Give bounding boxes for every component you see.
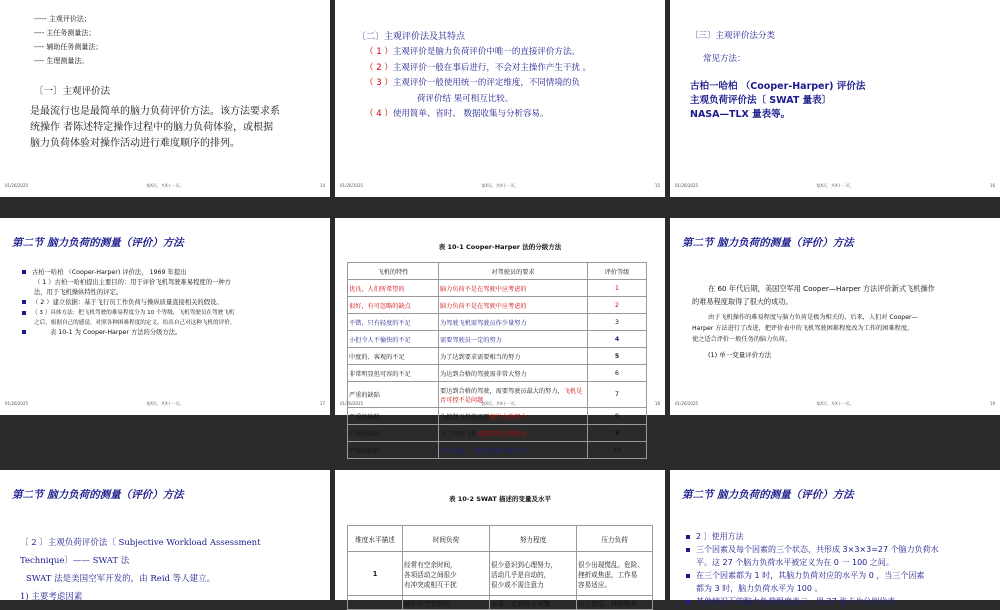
- table-row: 优良，人们所希望的 脑力负荷不是在驾驶中应考虑的 1: [348, 280, 647, 297]
- table-row: 严重的缺陷 为控制飞机就需要相当大的努力 8: [348, 408, 647, 425]
- body-line: Technique〕—— SWAT 法: [20, 556, 130, 566]
- footer-date: 01/26/2025: [340, 401, 364, 406]
- column-header: 维度水平描述: [348, 526, 403, 552]
- paragraph-line: 的难易程度取得了很大的成功。: [692, 297, 793, 306]
- feature-item: 荷评价结 果可相互比较。: [417, 93, 514, 104]
- slide-title: 第二节 脑力负荷的测量（评价）方法: [12, 237, 184, 249]
- slide-number: 15: [654, 183, 660, 188]
- feature-item: （ 3 ）主观评价一般使用统一的评定维度，不同情境的负: [365, 78, 580, 88]
- column-header: 时间负荷: [403, 526, 490, 552]
- sub-item: （ 1 ）古柏一哈柏提出主要目的：用于评价飞机驾驶难易程度的一种方: [34, 279, 231, 286]
- category-item: 古柏一哈柏 （Cooper-Harper) 评价法: [690, 81, 866, 92]
- bullet: 古柏一哈柏 （Cooper-Harper) 评价法， 1969 年提出: [22, 268, 322, 278]
- slide-21[interactable]: [335, 470, 665, 608]
- swat-table: [347, 525, 653, 610]
- section-heading: 〔三〕主观评价法分类: [690, 31, 776, 41]
- method-item: ----- 主观评价法；: [34, 15, 91, 23]
- sub-item: 都为 3 时，脑力负荷水平为 100 。: [696, 584, 823, 593]
- category-item: 主观负荷评价法〔 SWAT 量表〕: [690, 95, 832, 106]
- bullet: （ 2 ）建立依据：基于飞行员工作负荷与操纵质量直接相关的假设。: [22, 298, 322, 308]
- column-header: 评价等级: [588, 263, 647, 280]
- feature-item: （ 2 ）主观评价一般在事后进行，不会对主操作产生干扰 。: [365, 62, 592, 73]
- category-item: NASA—TLX 量表等。: [690, 109, 791, 120]
- paragraph-line: 使之适合评价一般任务的脑力负荷。: [692, 336, 791, 343]
- bullet-icon: [686, 574, 690, 578]
- slide-18[interactable]: [335, 218, 665, 455]
- table-row: 严重的缺陷 如不改进，飞机驾驶时可能失控 10: [348, 442, 647, 459]
- table-row: 很好，有可忽略的缺点 脑力负荷不是在驾驶中应考虑的 2: [348, 297, 647, 314]
- table-row: 非常明显但可容的不足 为达到合格的驾驶需非常大努力 6: [348, 365, 647, 382]
- sub-item: 法，用于飞机操纵特性的评定。: [34, 289, 123, 296]
- paragraph-line: 是最流行也是最简单的脑力负荷评价方法。该方法要求系: [30, 106, 280, 117]
- footer-date: 01/26/2025: [675, 183, 699, 188]
- slide-19[interactable]: [670, 218, 1000, 415]
- method-item: ---- 主任务测量法；: [34, 29, 96, 37]
- table-row: 小但令人不愉快的不足 需要驾驶员一定的努力 4: [348, 331, 647, 348]
- footer-date: 01/26/2025: [340, 183, 364, 188]
- footer-page-text: 第X页，共X十一页。: [816, 401, 854, 406]
- slide-title: 第二节 脑力负荷的测量（评价）方法: [682, 489, 854, 501]
- table-row: 不错，只有轻度的不足 为驾驶飞机需驾驶员作少量努力 3: [348, 314, 647, 331]
- feature-item: （ 1 ）主观评价是脑力负荷评价中唯一的直接评价方法。: [365, 47, 580, 57]
- slide-14[interactable]: [0, 0, 330, 197]
- slide-number: 17: [319, 401, 325, 406]
- body-line: 1) 主要考虑因素: [20, 592, 83, 602]
- feature-list: [365, 45, 591, 123]
- column-header: 努力程度: [490, 526, 577, 552]
- body-line: 〔 2 〕主观负荷评价法〔 Subjective Workload Assessment: [20, 538, 261, 548]
- table-caption: 表 10-2 SWAT 描述的变量及水平: [448, 495, 552, 503]
- bullet-icon: [22, 330, 26, 334]
- bullet: 在三个因素都为 1 时，其脑力负荷对应的水平为 0 ，当三个因素: [686, 569, 939, 582]
- method-item: ---- 辅助任务测量法；: [34, 43, 103, 51]
- slide-footer: [340, 183, 660, 191]
- sub-item: 平。这 27 个脑力负荷水平被定义为在 0 一 100 之间。: [696, 558, 894, 567]
- section-heading: 〔二〕主观评价法及其特点: [357, 32, 466, 42]
- footer-page-text: 第X页，共X十一页。: [146, 401, 184, 406]
- slide-number: 18: [654, 401, 660, 406]
- feature-item: （ 4 ）使用简单、省时、 数据收集与分析容易。: [365, 109, 549, 119]
- column-header: 对驾驶员的要求: [439, 263, 588, 280]
- slide-number: 19: [989, 401, 995, 406]
- table-row: 严重的缺陷 为了控制飞机需要非常大的努力 9: [348, 425, 647, 442]
- slide-body: [692, 282, 935, 362]
- bullet: 2 〕使用方法: [686, 530, 939, 543]
- footer-date: 01/26/2025: [675, 401, 699, 406]
- slide-body: [686, 530, 939, 608]
- body-line: SWAT 法是美国空军开发的，由 Reid 等人建立。: [26, 574, 216, 584]
- paragraph-line: 在 60 年代后期，美国空军用 Cooper—Harper 方法评价新式飞机操作: [708, 284, 935, 293]
- slide-body: [20, 534, 260, 606]
- bullet: 表 10-1 为 Cooper-Harper 方法的分级方法。: [22, 328, 322, 338]
- paragraph-line: 由于飞机操作的难易程度与脑力负荷是极为相关的，后来，人们对 Cooper—: [708, 314, 918, 321]
- table-row: 严重的缺陷 要达到合格的驾驶，需要驾驶员最大的努力，飞机是否可控不是问题 7: [348, 382, 647, 408]
- section-heading: 〔一〕主观评价法: [34, 86, 111, 97]
- method-list: [34, 12, 102, 68]
- bullet-icon: [686, 600, 690, 604]
- bullet-icon: [686, 548, 690, 552]
- method-categories: [690, 80, 865, 122]
- cooper-harper-table: [347, 262, 647, 459]
- footer-page-text: 第X页，共X十一页。: [146, 183, 184, 188]
- paragraph-line: 脑力负荷体验对操作活动进行难度顺序的排列。: [30, 138, 240, 149]
- slide-title: 第二节 脑力负荷的测量（评价）方法: [12, 489, 184, 501]
- slide-title: 第二节 脑力负荷的测量（评价）方法: [682, 237, 854, 249]
- slide-15[interactable]: [335, 0, 665, 197]
- column-header: 压力负荷: [577, 526, 653, 552]
- slide-number: 16: [989, 183, 995, 188]
- slide-footer: [340, 401, 660, 409]
- slide-footer: [675, 401, 995, 409]
- footer-date: 01/26/2025: [5, 183, 29, 188]
- footer-page-text: 第X页，共X十一页。: [481, 183, 519, 188]
- bullet: 三个因素及每个因素的三个状态，共形成 3×3×3=27 个脑力负荷水: [686, 543, 939, 556]
- slide-17[interactable]: [0, 218, 330, 415]
- paragraph-line: (1) 单一变量评价方法: [708, 351, 772, 359]
- subheading: 常见方法：: [703, 54, 746, 64]
- table-row: 1 经常有空余时间， 各项活动之间很少 有冲突或相互干扰 很少意识到心理努力， 活动几乎是自动的， 很少或不需注意力 很少出现慌乱、危险、 挫折或焦虑，工作易 容易适应。: [348, 552, 653, 596]
- bullet: 其他情况下的脑力负荷程度表示，用 27 张卡片分别代表: [686, 595, 939, 608]
- footer-page-text: 第X页，共X十一页。: [481, 401, 519, 406]
- table-row: 偶尔有空余时间， 需要一定的努力或集 由于慌乱、挫折和焦: [348, 596, 653, 610]
- bullet-icon: [22, 300, 26, 304]
- slide-number: 14: [319, 183, 325, 188]
- sub-item: 之后，根据自己的感觉，对照各种困难程度的定义，给出自己对这种飞机的评价。: [34, 320, 236, 326]
- footer-page-text: 第X页，共X十一页。: [816, 183, 854, 188]
- table-row: 中度的、客观的不足 为了达到要求需要相当的努力 5: [348, 348, 647, 365]
- slide-body: [22, 268, 322, 338]
- method-item: ---- 生理测量法。: [34, 57, 89, 65]
- paragraph: [30, 104, 280, 152]
- slide-16[interactable]: [670, 0, 1000, 197]
- column-header: 飞机的特性: [348, 263, 439, 280]
- footer-date: 01/26/2025: [5, 401, 29, 406]
- bullet-icon: [22, 270, 26, 274]
- slide-footer: [5, 183, 325, 191]
- slide-22[interactable]: [670, 470, 1000, 606]
- paragraph-line: Harper 方法进行了改进，把评价表中的飞机驾驶困难程度改为工作的困难程度，: [692, 325, 914, 332]
- bullet-icon: [686, 535, 690, 539]
- slide-footer: [675, 183, 995, 191]
- slide-footer: [5, 401, 325, 409]
- paragraph-line: 统操作 者陈述特定操作过程中的脑力负荷体验，或根据: [30, 122, 274, 133]
- slide-20[interactable]: [0, 470, 330, 600]
- bullet: （ 3 ）具体方法：把飞机驾驶的难易程度分为 10 个等级，飞机驾驶员在驾驶飞机: [22, 308, 322, 318]
- bullet-icon: [22, 311, 26, 315]
- table-caption: 表 10-1 Cooper-Harper 法的分级方法: [438, 243, 562, 251]
